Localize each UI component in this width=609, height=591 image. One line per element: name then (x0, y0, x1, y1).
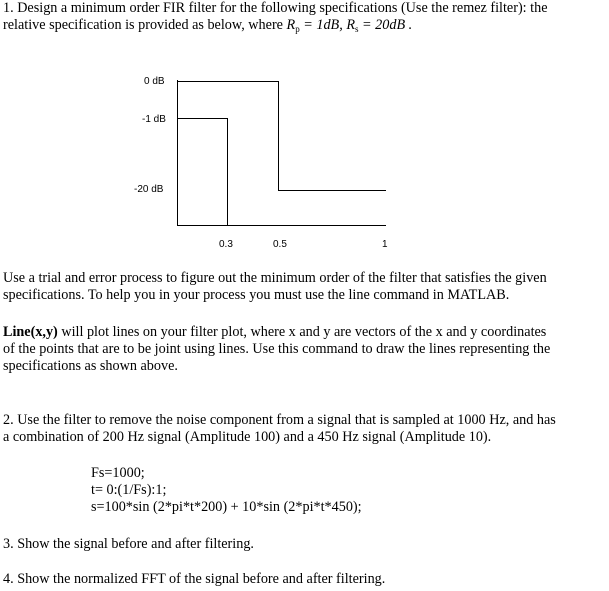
line-cmd-bold: Line(x,y) (3, 324, 58, 340)
line-cmd-rest: will plot lines on your filter plot, where x and y are vectors of the x and y coordinates (57, 324, 547, 340)
rp-subscript: p (295, 24, 300, 34)
upper-bound-line (177, 81, 279, 82)
transition-stop-edge (278, 81, 279, 190)
rp-symbol: R (286, 17, 296, 33)
passband-lower-line (177, 118, 228, 119)
y-axis (177, 80, 178, 225)
x-label-0.5: 0.5 (273, 239, 287, 250)
q1-line2 (3, 17, 412, 34)
passband-edge (227, 118, 228, 225)
rs-value: = 20dB . (358, 17, 413, 33)
code-line2: t= 0:(1/Fs):1; (91, 482, 167, 498)
x-label-1: 1 (382, 239, 388, 250)
x-axis (177, 225, 386, 226)
q3-text: 3. Show the signal before and after filtering. (3, 536, 254, 552)
q1-line2-prefix: relative specification is provided as below, where (3, 17, 287, 33)
y-label-1db: -1 dB (142, 114, 166, 125)
code-line3: s=100*sin (2*pi*t*200) + 10*sin (2*pi*t*450); (91, 499, 362, 515)
y-label-20db: -20 dB (134, 184, 164, 195)
trial-line1: Use a trial and error process to figure out the minimum order of the filter that satisfies the given (3, 270, 547, 286)
trial-line2: specifications. To help you in your process you must use the line command in MATLAB. (3, 287, 510, 303)
rs-subscript: s (354, 24, 359, 34)
line-cmd-line1 (3, 324, 546, 341)
x-label-0.3: 0.3 (219, 239, 233, 250)
line-cmd-line3: specifications as shown above. (3, 358, 178, 374)
q1-line1: 1. Design a minimum order FIR filter for the following specifications (Use the remez filter): the (3, 0, 548, 16)
y-label-0db: 0 dB (144, 76, 165, 87)
rp-value: = 1dB, (299, 17, 347, 33)
q2-line1: 2. Use the filter to remove the noise component from a signal that is sampled at 1000 Hz, and has (3, 412, 556, 428)
code-line1: Fs=1000; (91, 465, 145, 481)
stopband-line (278, 190, 386, 191)
rs-symbol: R (346, 17, 355, 33)
q2-line2: a combination of 200 Hz signal (Amplitude 100) and a 450 Hz signal (Amplitude 10). (3, 429, 492, 445)
line-cmd-line2: of the points that are to be joint using lines. Use this command to draw the lines representing the (3, 341, 551, 357)
q4-text: 4. Show the normalized FFT of the signal before and after filtering. (3, 571, 386, 587)
